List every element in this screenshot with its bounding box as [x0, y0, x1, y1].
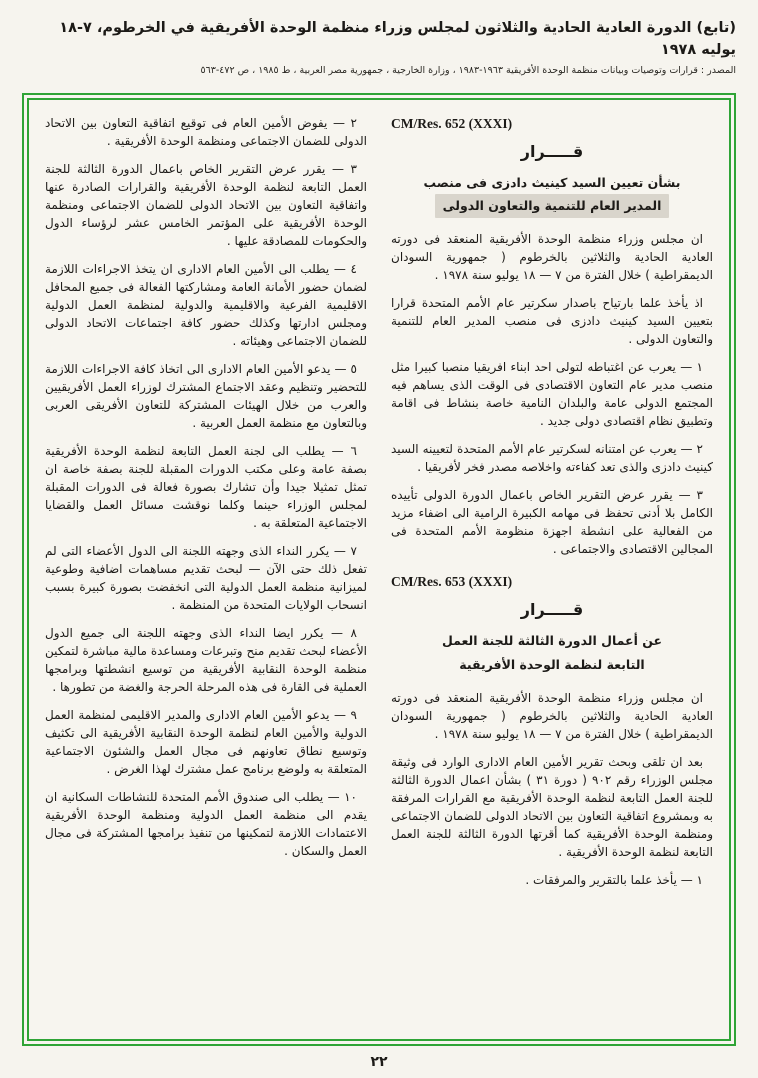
resolution-reference: CM/Res. 652 (XXXI) — [391, 115, 513, 131]
left-column — [45, 114, 367, 1025]
resolution-title-line1: بشأن تعيين السيد كينيث دادزى فى منصب — [423, 174, 681, 190]
paragraph: ٤ — يطلب الى الأمين العام الادارى ان يتخذ الاجراءات اللازمة لضمان حضور الأمانة العامة ومشاركتها الفعالة فى جميع المحافل الاقليمية الفرعية والاقليمية والدولية لمنظمة العمل الدولية ومجلس ادارتها وكذلك حضور كافة اجتماعات الاتحاد الدولى للضمان الاجتماعى وهيئاته . — [45, 261, 367, 348]
header-source-line: المصدر : قرارات وتوصيات وبيانات منظمة الوحدة الأفريقية ١٩٦٣-١٩٨٣ ، وزارة الخارجية ، جمهورية مصر العربية ، ط ١٩٨٥ ، ص ٤٧٢-٥٦٣ — [200, 64, 736, 76]
resolution-kind-heading: قـــــرار — [520, 600, 584, 620]
paragraph: ٦ — يطلب الى لجنة العمل التابعة لنظمة الوحدة الأفريقية بصفة عامة وعلى مكتب الدورات المقبلة للجنة بصفة خاصة ان تمثل تمثيلا جيدا وأن تشارك بصورة فعالة فى الدورات المقبلة لمجلس الوزراء حينما وكلما نوقشت مسائل العمل والقضايا الاجتماعية المتعلقة به . — [45, 443, 367, 530]
resolution-652 — [391, 116, 713, 559]
two-column-layout — [45, 114, 713, 1025]
paragraph: ١ — يأخذ علما بالتقرير والمرفقات . — [525, 872, 703, 887]
paragraph: ١٠ — يطلب الى صندوق الأمم المتحدة للنشاطات السكانية ان يقدم الى منظمة العمل الدولية ومنظمة الوحدة الأفريقية الاعتمادات اللازمة لتمكينها من تنفيذ برامجها المشتركة فى مجال العمل والسكان . — [45, 789, 367, 858]
paragraph: ٥ — يدعو الأمين العام الادارى الى اتخاذ كافة الاجراءات اللازمة للتحضير وتنظيم وعقد الاجتماع المشترك لوزراء العمل الأفريقيين والعرب من خلال الهيئات المشتركة للتعاون الأفريقى العربى وبالتعاون مع منظمة العمل العربية . — [45, 361, 367, 430]
paragraph: ٣ — يقرر عرض التقرير الخاص باعمال الدورة الثالثة للجنة العمل التابعة لنظمة الوحدة الأفريقية والقرارات الصادرة عنها واتفاقية التعاون بين الاتحاد الدولى للضمان الاجتماعى ومنظمة الوحدة الأفريقية على المؤتمر الخامس عشر لرؤساء الدول والحكومات للمصادقة عليها . — [45, 161, 367, 248]
resolution-title — [391, 171, 713, 219]
resolution-title — [391, 629, 713, 677]
resolution-kind-heading: قـــــرار — [520, 141, 584, 161]
paragraph: ٢ — يعرب عن امتنانه لسكرتير عام الأمم المتحدة لتعيينه السيد كينيث دادزى والذى تعد كفاءته واخلاصه مصدر فخر لأفريقيا . — [391, 442, 713, 475]
paragraph: ٣ — يقرر عرض التقرير الخاص باعمال الدورة الدولى تأييده الكامل بلا أدنى تحفظ فى مهامه الكبيرة الرامية الى اضفاء مزيد من الفعالية على انشطة اجهزة منظومة الأمم المتحدة فى المجالين الاقتصادى والاجتماعى . — [391, 488, 713, 557]
page-footer — [14, 1050, 744, 1072]
resolution-reference: CM/Res. 653 (XXXI) — [391, 574, 513, 590]
right-column — [391, 114, 713, 1025]
paragraph: ٧ — يكرر النداء الذى وجهته اللجنة الى الدول الأعضاء التى لم تفعل ذلك حتى الآن — لبحث تقديم مساهمات اضافية وطوعية لميزانية منظمة العمل الدولية التى انخفضت بصورة كبيرة بسبب انسحاب الولايات المتحدة من المنظمة . — [45, 543, 367, 612]
resolution-title-line2: التابعة لنظمة الوحدة الأفريقية — [459, 656, 645, 672]
resolution-title-line1: عن أعمال الدورة الثالثة للجنة العمل — [441, 633, 663, 649]
paragraph: اذ يأخذ علما بارتياح باصدار سكرتير عام الأمم المتحدة قرارا بتعيين السيد كينيث دادزى فى منصب المدير العام للتنمية والتعاون الدولى . — [391, 296, 713, 347]
page-header — [14, 18, 744, 85]
resolution-653 — [391, 574, 713, 889]
paragraph: بعد ان تلقى وبحث تقرير الأمين العام الادارى الوارد فى وثيقة مجلس الوزراء رقم ٩٠٢ ( دورة ٣١ ) بشأن اعمال الدورة الثالثة للجنة العمل التابعة لنظمة الوحدة الأفريقية مع القرارات المرفقة به وبمشروع اتفاقية التعاون بين الاتحاد الدولى للضمان الاجتماعى ومنظمة الوحدة الأفريقية كما أقرتها الدورة الثالثة للجنة العمل التابعة لنظمة الوحدة الأفريقية . — [391, 754, 713, 859]
page-number: ٢٢ — [370, 1054, 388, 1070]
paragraph: ان مجلس وزراء منظمة الوحدة الأفريقية المنعقد فى دورته العادية الحادية والثلاثين بالخرطوم ( جمهورية السودان الديمقراطية ) خلال الفترة من ٧ — ١٨ يوليو سنة ١٩٧٨ . — [391, 232, 713, 283]
paragraph: ٢ — يفوض الأمين العام فى توقيع اتفاقية التعاون بين الاتحاد الدولى للضمان الاجتماعى ومنظمة الوحدة الأفريقية . — [45, 115, 367, 148]
paragraph: ٩ — يدعو الأمين العام الادارى والمدير الاقليمى لمنظمة العمل الدولية والأمين العام لنظمة الوحدة النقابية الأفريقية الى تكثيف وتوسيع نطاق تعاونهم فى مجال العمل والشئون الاجتماعية المتعلقة به ولوضع برنامج عمل مشترك لهذا الغرض . — [45, 707, 367, 776]
content-frame — [22, 93, 736, 1046]
paragraph: ١ — يعرب عن اغتباطه لتولى احد ابناء افريقيا منصبا كبيرا مثل منصب مدير عام التعاون الاقتصادى فى الوقت الذى يساهم فيه المجتمع الدولى عامة والبلدان النامية خاصة بنشاط فى اقامة وتطبيق نظام اقتصادى دولى جديد . — [391, 360, 713, 429]
paragraph: ان مجلس وزراء منظمة الوحدة الأفريقية المنعقد فى دورته العادية الحادية والثلاثين بالخرطوم ( جمهورية السودان الديمقراطية ) خلال الفترة من ٧ — ١٨ يوليو سنة ١٩٧٨ . — [391, 690, 713, 741]
resolution-title-line2: المدير العام للتنمية والتعاون الدولى — [435, 194, 670, 218]
header-title: (تابع) الدورة العادية الحادية والثلاثون لمجلس وزراء منظمة الوحدة الأفريقية في الخرطوم، ٧-١٨ يوليه ١٩٧٨ — [59, 20, 736, 58]
paragraph: ٨ — يكرر ايضا النداء الذى وجهته اللجنة الى جميع الدول الأعضاء لبحث تقديم منح وتبرعات ومساعدة مالية مباشرة لتمكين منظمة الوحدة النقابية الأفريقية من توسيع انشطتها وبرامجها العملية فى القارة فى هذه المرحلة الحرجة والغضة من تطورها . — [45, 625, 367, 694]
